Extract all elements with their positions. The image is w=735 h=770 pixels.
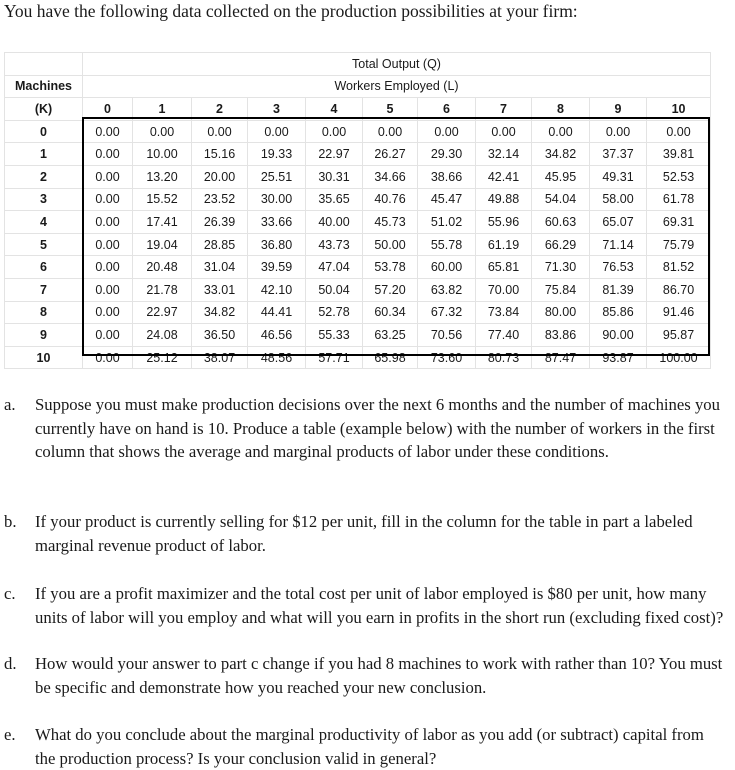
table-cell: 50.00 — [363, 233, 418, 256]
table-cell: 0.00 — [248, 120, 306, 143]
table-cell: 0.00 — [83, 211, 133, 234]
table-cell: 34.66 — [363, 165, 418, 188]
row-label: 1 — [5, 143, 83, 166]
table-cell: 30.31 — [306, 165, 363, 188]
table-cell: 44.41 — [248, 301, 306, 324]
table-cell: 55.96 — [476, 211, 532, 234]
table-cell: 20.00 — [192, 165, 248, 188]
table-cell: 60.63 — [532, 211, 590, 234]
column-header: 0 — [83, 98, 133, 121]
table-cell: 50.04 — [306, 278, 363, 301]
table-cell: 80.73 — [476, 346, 532, 369]
table-cell: 83.86 — [532, 324, 590, 347]
column-header: 5 — [363, 98, 418, 121]
table-cell: 47.04 — [306, 256, 363, 279]
table-cell: 52.78 — [306, 301, 363, 324]
table-cell: 0.00 — [83, 120, 133, 143]
column-header: 1 — [133, 98, 192, 121]
table-cell: 86.70 — [647, 278, 711, 301]
row-label: 0 — [5, 120, 83, 143]
row-header-title: Machines — [5, 75, 83, 98]
table-cell: 0.00 — [83, 346, 133, 369]
column-header: 10 — [647, 98, 711, 121]
table-cell: 55.33 — [306, 324, 363, 347]
table-cell: 63.25 — [363, 324, 418, 347]
table-cell: 45.73 — [363, 211, 418, 234]
table-cell: 49.31 — [590, 165, 647, 188]
table-cell: 53.78 — [363, 256, 418, 279]
table-cell: 91.46 — [647, 301, 711, 324]
table-cell: 57.20 — [363, 278, 418, 301]
table-cell: 24.08 — [133, 324, 192, 347]
table-cell: 26.39 — [192, 211, 248, 234]
table-cell: 32.14 — [476, 143, 532, 166]
table-cell: 30.00 — [248, 188, 306, 211]
table-cell: 95.87 — [647, 324, 711, 347]
table-cell: 48.56 — [248, 346, 306, 369]
table-cell: 0.00 — [306, 120, 363, 143]
table-cell: 36.50 — [192, 324, 248, 347]
table-cell: 42.41 — [476, 165, 532, 188]
row-label: 9 — [5, 324, 83, 347]
row-label: 7 — [5, 278, 83, 301]
table-cell: 71.30 — [532, 256, 590, 279]
row-label: 3 — [5, 188, 83, 211]
table-cell: 73.84 — [476, 301, 532, 324]
table-cell: 33.66 — [248, 211, 306, 234]
table-cell: 73.60 — [418, 346, 476, 369]
table-cell: 0.00 — [363, 120, 418, 143]
column-header: 6 — [418, 98, 476, 121]
question-text: Suppose you must make production decisions over the next 6 months and the number of machines you currently have on hand is 10. Produce a table (example below) with the number of workers in the first column that shows the average and marginal products of labor under these conditions. — [35, 395, 720, 461]
table-cell: 0.00 — [590, 120, 647, 143]
question-letter: c. — [4, 584, 16, 603]
row-label: 5 — [5, 233, 83, 256]
table-cell: 19.04 — [133, 233, 192, 256]
table-cell: 81.52 — [647, 256, 711, 279]
table-cell: 37.37 — [590, 143, 647, 166]
table-row — [5, 233, 711, 256]
table-cell: 51.02 — [418, 211, 476, 234]
table-cell: 34.82 — [192, 301, 248, 324]
table-row — [5, 278, 711, 301]
table-cell: 0.00 — [83, 188, 133, 211]
table-cell: 0.00 — [83, 165, 133, 188]
table-row — [5, 211, 711, 234]
table-row — [5, 188, 711, 211]
table-cell: 13.20 — [133, 165, 192, 188]
table-cell: 34.82 — [532, 143, 590, 166]
question-text: If your product is currently selling for $12 per unit, fill in the column for the table in part a labeled marginal revenue product of labor. — [35, 512, 693, 555]
table-cell: 67.32 — [418, 301, 476, 324]
table-row — [5, 324, 711, 347]
question-letter: b. — [4, 512, 17, 531]
question-letter: a. — [4, 395, 16, 414]
table-cell: 76.53 — [590, 256, 647, 279]
table-cell: 54.04 — [532, 188, 590, 211]
table-cell: 80.00 — [532, 301, 590, 324]
table-cell: 29.30 — [418, 143, 476, 166]
table-cell: 93.87 — [590, 346, 647, 369]
column-header: 8 — [532, 98, 590, 121]
table-row — [5, 120, 711, 143]
column-header: 7 — [476, 98, 532, 121]
table-cell: 0.00 — [83, 301, 133, 324]
table-cell: 65.07 — [590, 211, 647, 234]
table-cell: 75.79 — [647, 233, 711, 256]
table-cell: 0.00 — [647, 120, 711, 143]
table-cell: 45.47 — [418, 188, 476, 211]
table-cell: 25.12 — [133, 346, 192, 369]
table-cell: 0.00 — [83, 233, 133, 256]
table-cell: 61.78 — [647, 188, 711, 211]
table-cell: 0.00 — [83, 278, 133, 301]
table-cell: 0.00 — [476, 120, 532, 143]
row-label: 8 — [5, 301, 83, 324]
table-cell: 26.27 — [363, 143, 418, 166]
question-text: If you are a profit maximizer and the total cost per unit of labor employed is $80 per unit, how many units of labor will you employ and what will you earn in profits in the short run (excluding fixed cost)? — [35, 584, 724, 627]
table-cell: 23.52 — [192, 188, 248, 211]
table-cell: 77.40 — [476, 324, 532, 347]
table-cell: 70.56 — [418, 324, 476, 347]
table-cell: 0.00 — [83, 324, 133, 347]
table-row — [5, 256, 711, 279]
table-subtitle: Workers Employed (L) — [83, 75, 711, 98]
table-cell: 81.39 — [590, 278, 647, 301]
table-cell: 25.51 — [248, 165, 306, 188]
table-cell: 42.10 — [248, 278, 306, 301]
table-cell: 63.82 — [418, 278, 476, 301]
table-cell: 21.78 — [133, 278, 192, 301]
table-cell: 0.00 — [83, 143, 133, 166]
table-cell: 40.76 — [363, 188, 418, 211]
table-cell: 60.34 — [363, 301, 418, 324]
table-cell: 35.65 — [306, 188, 363, 211]
corner-cell — [5, 53, 83, 76]
row-label: 2 — [5, 165, 83, 188]
table-cell: 100.00 — [647, 346, 711, 369]
table-cell: 39.59 — [248, 256, 306, 279]
question-letter: d. — [4, 654, 17, 673]
table-cell: 38.66 — [418, 165, 476, 188]
table-cell: 28.85 — [192, 233, 248, 256]
table-cell: 40.00 — [306, 211, 363, 234]
intro-text: You have the following data collected on the production possibilities at your firm: — [4, 1, 578, 21]
table-cell: 70.00 — [476, 278, 532, 301]
question-letter: e. — [4, 725, 16, 744]
table-row — [5, 143, 711, 166]
production-table — [4, 52, 711, 369]
table-cell: 65.81 — [476, 256, 532, 279]
question-text: What do you conclude about the marginal productivity of labor as you add (or subtract) capital from the production process? Is your conclusion valid in general? — [35, 725, 704, 768]
table-cell: 43.73 — [306, 233, 363, 256]
table-cell: 85.86 — [590, 301, 647, 324]
table-row — [5, 301, 711, 324]
row-label: 10 — [5, 346, 83, 369]
table-cell: 0.00 — [83, 256, 133, 279]
table-cell: 20.48 — [133, 256, 192, 279]
table-cell: 49.88 — [476, 188, 532, 211]
table-cell: 0.00 — [532, 120, 590, 143]
table-cell: 69.31 — [647, 211, 711, 234]
table-cell: 22.97 — [133, 301, 192, 324]
table-cell: 31.04 — [192, 256, 248, 279]
row-label: 6 — [5, 256, 83, 279]
table-cell: 71.14 — [590, 233, 647, 256]
table-cell: 58.00 — [590, 188, 647, 211]
column-header: 2 — [192, 98, 248, 121]
table-cell: 15.16 — [192, 143, 248, 166]
row-label: 4 — [5, 211, 83, 234]
table-cell: 45.95 — [532, 165, 590, 188]
table-cell: 19.33 — [248, 143, 306, 166]
table-cell: 33.01 — [192, 278, 248, 301]
table-cell: 46.56 — [248, 324, 306, 347]
table-cell: 0.00 — [418, 120, 476, 143]
table-cell: 0.00 — [192, 120, 248, 143]
table-cell: 38.07 — [192, 346, 248, 369]
table-cell: 90.00 — [590, 324, 647, 347]
table-cell: 52.53 — [647, 165, 711, 188]
table-cell: 22.97 — [306, 143, 363, 166]
table-row — [5, 346, 711, 369]
table-cell: 66.29 — [532, 233, 590, 256]
table-cell: 60.00 — [418, 256, 476, 279]
column-header: 4 — [306, 98, 363, 121]
production-table-container — [4, 52, 710, 365]
table-cell: 57.71 — [306, 346, 363, 369]
table-title: Total Output (Q) — [83, 53, 711, 76]
table-cell: 0.00 — [133, 120, 192, 143]
table-cell: 36.80 — [248, 233, 306, 256]
table-cell: 39.81 — [647, 143, 711, 166]
table-cell: 10.00 — [133, 143, 192, 166]
table-cell: 17.41 — [133, 211, 192, 234]
table-row — [5, 165, 711, 188]
table-cell: 65.98 — [363, 346, 418, 369]
table-cell: 61.19 — [476, 233, 532, 256]
column-header: 9 — [590, 98, 647, 121]
table-cell: 55.78 — [418, 233, 476, 256]
table-cell: 87.47 — [532, 346, 590, 369]
question-text: How would your answer to part c change if you had 8 machines to work with rather than 10? You must be specific and demonstrate how you reached your new conclusion. — [35, 654, 723, 697]
column-header: 3 — [248, 98, 306, 121]
table-cell: 15.52 — [133, 188, 192, 211]
table-cell: 75.84 — [532, 278, 590, 301]
row-header-sub: (K) — [5, 98, 83, 121]
